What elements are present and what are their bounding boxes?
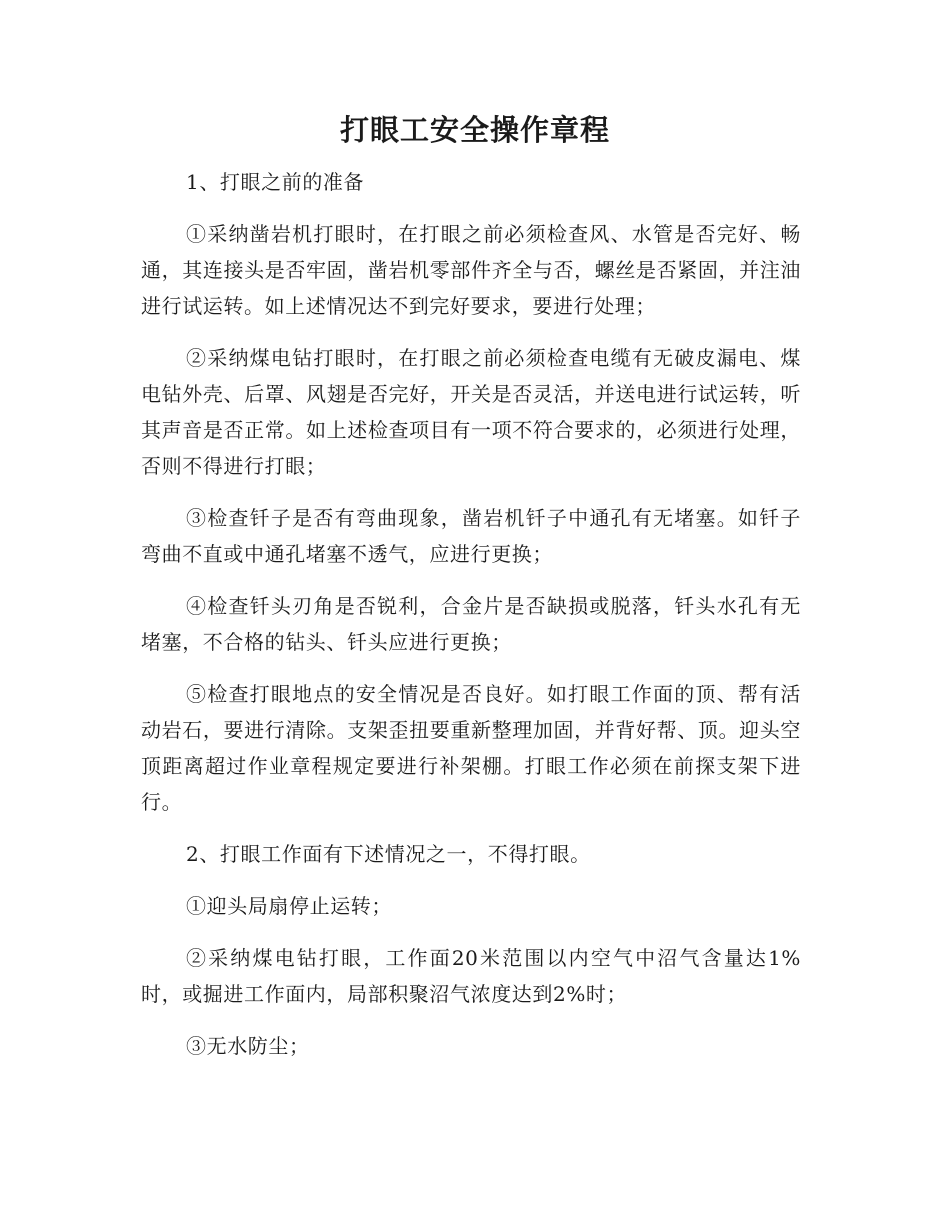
paragraph-drill-rod-check: ③检查钎子是否有弯曲现象，凿岩机钎子中通孔有无堵塞。如钎子弯曲不直或中通孔堵塞不透气，应进行更换； <box>141 506 801 566</box>
document-title: 打眼工安全操作章程 <box>339 113 610 147</box>
paragraph-fan-stopped: ①迎头局扇停止运转； <box>186 894 392 918</box>
paragraph-site-safety-check: ⑤检查打眼地点的安全情况是否良好。如打眼工作面的顶、帮有活动岩石，要进行清除。支架歪扭要重新整理加固，并背好帮、顶。迎头空顶距离超过作业章程规定要进行补架棚。打眼工作必须在前探支架下进行。 <box>141 682 801 814</box>
section-heading-preparation: 1、打眼之前的准备 <box>186 170 365 194</box>
section-heading-no-drilling-conditions: 2、打眼工作面有下述情况之一，不得打眼。 <box>186 842 591 866</box>
paragraph-rock-drill-check: ①采纳凿岩机打眼时，在打眼之前必须检查风、水管是否完好、畅通，其连接头是否牢固，凿岩机零部件齐全与否，螺丝是否紧固，并注油进行试运转。如上述情况达不到完好要求，要进行处理； <box>141 222 801 318</box>
paragraph-no-water-dust: ③无水防尘； <box>186 1034 310 1058</box>
paragraph-electric-drill-check: ②采纳煤电钻打眼时，在打眼之前必须检查电缆有无破皮漏电、煤电钻外壳、后罩、风翅是否完好，开关是否灵活，并送电进行试运转，听其声音是否正常。如上述检查项目有一项不符合要求的，必须进行处理，否则不得进行打眼； <box>141 346 801 478</box>
paragraph-drill-bit-check: ④检查钎头刃角是否锐利，合金片是否缺损或脱落，钎头水孔有无堵塞，不合格的钻头、钎头应进行更换； <box>141 594 801 654</box>
document-body <box>141 164 801 1080</box>
paragraph-methane-limit: ②采纳煤电钻打眼，工作面20米范围以内空气中沼气含量达1%时，或掘进工作面内，局部积聚沼气浓度达到2%时； <box>141 946 801 1006</box>
